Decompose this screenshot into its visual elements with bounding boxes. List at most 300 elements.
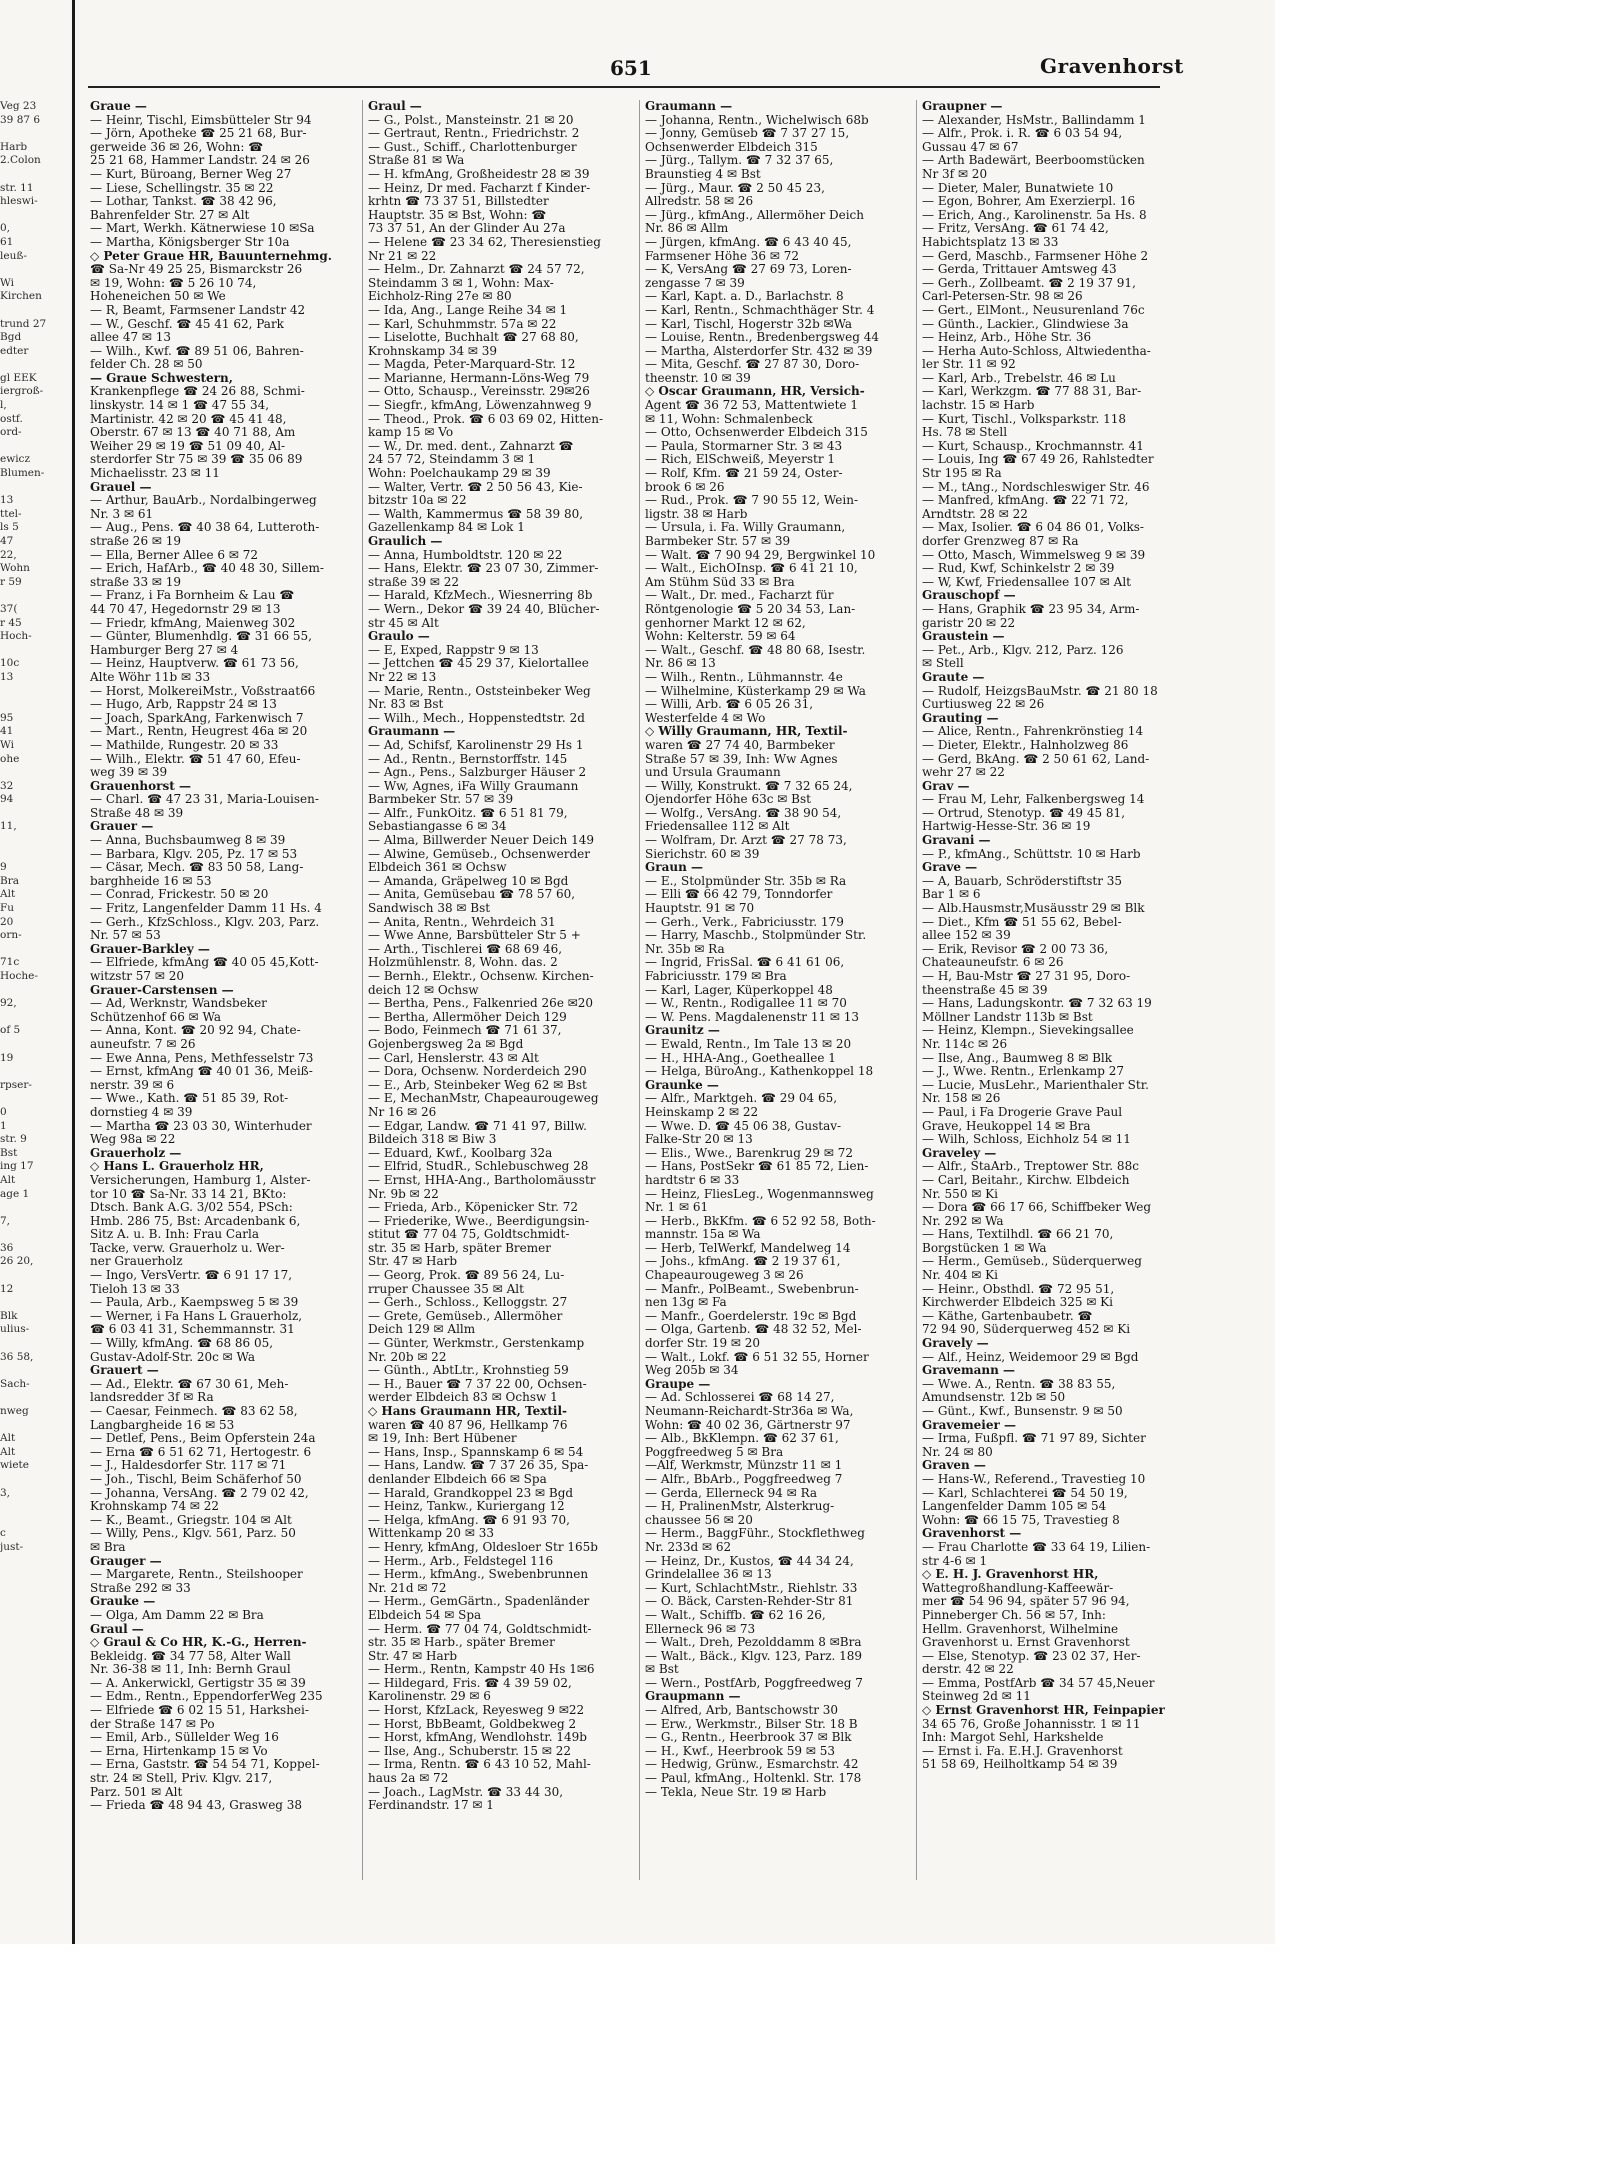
fragment-line: [0, 358, 56, 372]
directory-entry: — Gerh., KfzSchloss., Klgv. 203, Parz.: [90, 915, 320, 929]
directory-entry: theenstr. 10 ✉ 39: [645, 371, 751, 385]
fragment-line: Alt: [0, 1173, 16, 1186]
fragment-line: Sach-: [0, 1377, 30, 1390]
directory-entry: — Joh., Tischl, Beim Schäferhof 50: [90, 1472, 302, 1486]
directory-entry: Nr. 158 ✉ 26: [922, 1092, 1001, 1106]
directory-entry: — Elis., Wwe., Barenkrug 29 ✉ 72: [645, 1146, 853, 1160]
directory-entry: Deich 129 ✉ Allm: [368, 1323, 476, 1337]
fragment-line: iergroß-: [0, 385, 44, 398]
fragment-line: 47: [0, 535, 14, 547]
fragment-line: Alt: [0, 1445, 16, 1458]
fragment-line: Alt: [0, 1432, 16, 1445]
fragment-line: [0, 1337, 56, 1351]
directory-entry: — Fritz, VersAng. ☎ 61 74 42,: [922, 222, 1109, 236]
surname-heading: Graustein —: [922, 630, 1005, 644]
fragment-line: l,: [0, 399, 7, 412]
fragment-line: c: [0, 1527, 6, 1540]
directory-entry: Krohnskamp 34 ✉ 39: [368, 344, 498, 358]
directory-entry: — Joach, SparkAng, Farkenwisch 7: [90, 711, 304, 725]
directory-entry: Möllner Landstr 113b ✉ Bst: [922, 1010, 1093, 1024]
directory-entry: Ellerneck 96 ✉ 73: [645, 1622, 756, 1636]
directory-entry: — Günt., Kwf., Bunsenstr. 9 ✉ 50: [922, 1405, 1123, 1418]
directory-entry: — Hans, Insp., Spannskamp 6 ✉ 54: [368, 1445, 584, 1459]
fragment-line: 37(: [0, 602, 18, 615]
surname-heading: Graue —: [90, 100, 147, 113]
fragment-line: r 59: [0, 575, 22, 588]
fragment-line: rpser-: [0, 1078, 32, 1091]
directory-entry: — Herm., Arb., Feldstegel 116: [368, 1554, 554, 1568]
fragment-line: of 5: [0, 1024, 21, 1037]
fragment-line: [0, 589, 56, 603]
directory-entry: — Erna, Hirtenkamp 15 ✉ Vo: [90, 1744, 268, 1758]
directory-entry: — Henry, kfmAng, Oldesloer Str 165b: [368, 1540, 598, 1554]
directory-entry: dorfer Grenzweg 87 ✉ Ra: [922, 535, 1079, 548]
fragment-line: [0, 1364, 56, 1378]
directory-entry: — Ortrud, Stenotyp. ☎ 49 45 81,: [922, 806, 1126, 820]
directory-entry: — Willy, kfmAng. ☎ 68 86 05,: [90, 1337, 274, 1351]
directory-entry: — Eduard, Kwf., Koolbarg 32a: [368, 1146, 553, 1160]
fragment-line: Veg 23: [0, 100, 37, 112]
directory-entry: Nr. 83 ✉ Bst: [368, 698, 444, 712]
directory-entry: — Mita, Geschf. ☎ 27 87 30, Doro-: [645, 358, 860, 372]
directory-entry: Bekleidg. ☎ 34 77 58, Alter Wall: [90, 1649, 291, 1663]
fragment-line: [0, 1296, 56, 1310]
directory-entry: — Johanna, VersAng. ☎ 2 79 02 42,: [90, 1486, 309, 1500]
directory-entry: — Elfriede ☎ 6 02 15 51, Harkshei-: [90, 1704, 309, 1718]
directory-entry: — Edm., Rentn., EppendorferWeg 235: [90, 1690, 323, 1704]
surname-heading: Graul —: [90, 1622, 144, 1636]
directory-entry: —Alf, Werkmstr, Münzstr 11 ✉ 1: [645, 1459, 843, 1473]
fragment-line: [0, 481, 56, 495]
directory-entry: — Johanna, Rentn., Wichelwisch 68b: [645, 113, 869, 127]
directory-entry: Krohnskamp 74 ✉ 22: [90, 1500, 220, 1514]
directory-entry: — Kurt, Tischl., Volksparkstr. 118: [922, 412, 1126, 426]
fragment-line: [0, 1419, 56, 1433]
directory-entry: — Helene ☎ 23 34 62, Theresienstieg: [368, 235, 601, 249]
surname-heading: Grauke —: [90, 1595, 156, 1609]
directory-entry: wehr 27 ✉ 22: [922, 766, 1005, 780]
directory-entry: dorfer Str. 19 ✉ 20: [645, 1337, 761, 1351]
fragment-line: [0, 644, 56, 658]
directory-entry: — Walt., Dreh, Pezolddamm 8 ✉Bra: [645, 1636, 862, 1650]
directory-entry: — Manfred, kfmAng. ☎ 22 71 72,: [922, 494, 1129, 508]
surname-heading: Grauert —: [90, 1364, 159, 1378]
fragment-line: [0, 1092, 56, 1106]
directory-entry: — Rudolf, HeizgsBauMstr. ☎ 21 80 18: [922, 684, 1158, 698]
fragment-line: orn-: [0, 929, 22, 942]
fragment-line: Bra: [0, 874, 19, 887]
directory-entry: derstr. 42 ✉ 22: [922, 1663, 1014, 1677]
directory-entry: — Karl, Werkzgm. ☎ 77 88 31, Bar-: [922, 385, 1142, 399]
directory-entry: — Mathilde, Rungestr. 20 ✉ 33: [90, 738, 279, 752]
header-rule: [88, 86, 1160, 88]
directory-entry: straße 39 ✉ 22: [368, 575, 460, 589]
directory-entry: Sitz A. u. B. Inh: Frau Carla: [90, 1228, 259, 1242]
page-gutter: [72, 0, 75, 1944]
directory-entry: Falke-Str 20 ✉ 13: [645, 1133, 753, 1147]
fragment-line: [0, 848, 56, 862]
directory-entry: ◇ Peter Graue HR, Bauunternehmg.: [90, 249, 332, 263]
directory-entry: Elbdeich 54 ✉ Spa: [368, 1608, 482, 1622]
fragment-line: 11,: [0, 820, 17, 833]
fragment-line: [0, 807, 56, 821]
surname-heading: Gravely —: [922, 1337, 989, 1351]
directory-entry: — Herb., BkKfm. ☎ 6 52 92 58, Both-: [645, 1214, 876, 1228]
directory-entry: Weg 98a ✉ 22: [90, 1133, 176, 1147]
directory-entry: — Bertha, Allermöher Deich 129: [368, 1010, 567, 1024]
directory-entry: — Rolf, Kfm. ☎ 21 59 24, Oster-: [645, 467, 843, 481]
directory-entry: — Willy, Pens., Klgv. 561, Parz. 50: [90, 1527, 296, 1541]
column-divider: [362, 100, 363, 1880]
directory-entry: — Wern., PostfArb, Poggfreedweg 7: [645, 1676, 863, 1690]
directory-entry: — Magda, Peter-Marquard-Str. 12: [368, 358, 576, 372]
directory-entry: ✉ Bra: [90, 1540, 126, 1554]
directory-entry: felder Ch. 28 ✉ 50: [90, 358, 203, 372]
directory-entry: — Herm., Gemüseb., Süderquerweg: [922, 1255, 1142, 1269]
fragment-line: 36 58,: [0, 1350, 34, 1363]
directory-entry: — Wwe. A., Rentn. ☎ 38 83 55,: [922, 1377, 1116, 1391]
directory-entry: — Wern., Dekor ☎ 39 24 40, Blücher-: [368, 602, 600, 616]
directory-entry: — Werner, i Fa Hans L Grauerholz,: [90, 1309, 303, 1323]
directory-entry: str 4-6 ✉ 1: [922, 1554, 988, 1568]
directory-entry: gerweide 36 ✉ 26, Wohn: ☎: [90, 140, 264, 154]
directory-entry: — Hugo, Arb, Rappstr 24 ✉ 13: [90, 698, 277, 712]
directory-entry: — Wilh, Schloss, Eichholz 54 ✉ 11: [922, 1133, 1131, 1147]
directory-entry: — Mart, Werkh. Kätnerwiese 10 ✉Sa: [90, 222, 315, 236]
directory-entry: ◇ E. H. J. Gravenhorst HR,: [922, 1568, 1099, 1582]
directory-entry: — Ernst, HHA-Ang., Bartholomäusstr: [368, 1173, 596, 1187]
fragment-line: 1: [0, 1119, 7, 1132]
directory-entry: Bildeich 318 ✉ Biw 3: [368, 1133, 497, 1147]
directory-entry: — Hans, Ladungskontr. ☎ 7 32 63 19: [922, 997, 1152, 1011]
directory-entry: — Günter, Werkmstr., Gerstenkamp: [368, 1337, 585, 1351]
directory-entry: — Irma, Fußpfl. ☎ 71 97 89, Sichter: [922, 1432, 1146, 1446]
directory-entry: Allredstr. 58 ✉ 26: [645, 195, 754, 209]
surname-heading: Graven —: [922, 1459, 986, 1473]
directory-entry: — G., Rentn., Heerbrook 37 ✉ Blk: [645, 1731, 852, 1745]
directory-entry: Curtiusweg 22 ✉ 26: [922, 698, 1045, 712]
directory-entry: Str. 47 ✉ Harb: [368, 1649, 458, 1663]
fragment-line: 36: [0, 1241, 14, 1254]
directory-entry: — Günth., Lackier., Glindwiese 3a: [922, 317, 1129, 331]
directory-entry: — Marianne, Hermann-Löns-Weg 79: [368, 371, 590, 385]
directory-entry: — Käthe, Gartenbaubetr. ☎: [922, 1309, 1093, 1323]
fragment-line: [0, 984, 56, 998]
directory-entry: Gravenhorst u. Ernst Gravenhorst: [922, 1636, 1130, 1650]
directory-entry: Chateauneufstr. 6 ✉ 26: [922, 956, 1064, 970]
directory-entry: — Gerh., Zollbeamt. ☎ 2 19 37 91,: [922, 276, 1136, 290]
directory-entry: — Ingo, VersVertr. ☎ 6 91 17 17,: [90, 1269, 293, 1283]
fragment-line: ostf.: [0, 412, 23, 425]
directory-entry: — Louise, Rentn., Bredenbergsweg 44: [645, 331, 879, 345]
fragment-line: trund 27: [0, 317, 47, 330]
directory-entry: — Ursula, i. Fa. Willy Graumann,: [645, 521, 846, 535]
fragment-line: 0: [0, 1105, 7, 1118]
fragment-line: [0, 766, 56, 780]
directory-entry: Bar 1 ✉ 6: [922, 888, 981, 902]
directory-entry: ◇ Willy Graumann, HR, Textil-: [645, 725, 848, 739]
directory-entry: — Dieter, Maler, Bunatwiete 10: [922, 181, 1114, 195]
directory-entry: — Johs., kfmAng. ☎ 2 19 37 61,: [645, 1255, 841, 1269]
directory-entry: — Wilh., Elektr. ☎ 51 47 60, Efeu-: [90, 752, 301, 766]
fragment-line: [0, 1269, 56, 1283]
directory-entry: — Jürg., Maur. ☎ 2 50 45 23,: [645, 181, 825, 195]
directory-entry: — Frau M, Lehr, Falkenbergsweg 14: [922, 793, 1145, 807]
fragment-line: [0, 943, 56, 957]
directory-entry: Kirchwerder Elbdeich 325 ✉ Ki: [922, 1296, 1113, 1310]
surname-heading: Grauenhorst —: [90, 779, 191, 793]
directory-entry: Hartwig-Hesse-Str. 36 ✉ 19: [922, 820, 1091, 834]
directory-entry: — Hedwig, Grünw., Esmarchstr. 42: [645, 1758, 859, 1772]
directory-entry: Elbdeich 361 ✉ Ochsw: [368, 861, 507, 875]
directory-entry: — M., tAng., Nordschleswiger Str. 46: [922, 480, 1150, 494]
directory-entry: — H. kfmAng, Großheidestr 28 ✉ 39: [368, 167, 590, 181]
surname-heading: Graumann —: [368, 725, 456, 739]
directory-entry: — Martha, Alsterdorfer Str. 432 ✉ 39: [645, 344, 873, 358]
directory-entry: — K., Beamt., Griegstr. 104 ✉ Alt: [90, 1513, 292, 1527]
directory-entry: — Friedr, kfmAng, Maienweg 302: [90, 616, 296, 630]
directory-entry: — Amanda, Gräpelweg 10 ✉ Bgd: [368, 874, 569, 888]
directory-entry: — E., Stolpmünder Str. 35b ✉ Ra: [645, 874, 847, 888]
directory-entry: — Günth., AbtLtr., Krohnstieg 59: [368, 1364, 569, 1378]
directory-entry: — Willi, Arb. ☎ 6 05 26 31,: [645, 698, 814, 712]
directory-entry: Wohn: Poelchaukamp 29 ✉ 39: [368, 467, 551, 481]
directory-entry: — Frieda ☎ 48 94 43, Grasweg 38: [90, 1799, 303, 1813]
directory-entry: — Wilh., Rentn., Lühmannstr. 4e: [645, 670, 843, 684]
directory-entry: — Kurt, Büroang, Berner Weg 27: [90, 167, 292, 181]
directory-entry: — Ilse, Ang., Schuberstr. 15 ✉ 22: [368, 1744, 571, 1758]
directory-entry: — K, VersAng ☎ 27 69 73, Loren-: [645, 263, 852, 277]
directory-entry: straße 33 ✉ 19: [90, 575, 182, 589]
directory-entry: Grindelallee 36 ✉ 13: [645, 1568, 772, 1582]
directory-entry: — Helga, kfmAng. ☎ 6 91 93 70,: [368, 1513, 570, 1527]
directory-entry: Hoheneichen 50 ✉ We: [90, 290, 226, 304]
directory-entry: — Manfr., Goerdelerstr. 19c ✉ Bgd: [645, 1309, 857, 1323]
directory-entry: — Theod., Prok. ☎ 6 03 69 02, Hitten-: [368, 412, 604, 426]
fragment-line: [0, 263, 56, 277]
directory-entry: Nr 16 ✉ 26: [368, 1105, 437, 1119]
surname-heading: Grauger —: [90, 1554, 162, 1568]
directory-entry: sterdorfer Str 75 ✉ 39 ☎ 35 06 89: [90, 453, 303, 467]
directory-entry: — Arthur, BauArb., Nordalbingerweg: [90, 494, 317, 508]
fragment-line: Hoche-: [0, 970, 38, 982]
directory-entry: Holzmühlenstr. 8, Wohn. das. 2: [368, 956, 558, 970]
fragment-line: 22,: [0, 548, 17, 561]
directory-entry: straße 26 ✉ 19: [90, 535, 182, 548]
directory-entry: — Alfr., StaArb., Treptower Str. 88c: [922, 1160, 1139, 1174]
directory-entry: — H., HHA-Ang., Goetheallee 1: [645, 1051, 836, 1065]
directory-entry: Ochsenwerder Elbdeich 315: [645, 140, 818, 154]
directory-entry: — Grete, Gemüseb., Allermöher: [368, 1309, 563, 1323]
directory-entry: — Siegfr., kfmAng, Löwenzahnweg 9: [368, 399, 592, 413]
directory-entry: — Hans-W., Referend., Travestieg 10: [922, 1472, 1146, 1486]
directory-entry: — Martha ☎ 23 03 30, Winterhuder: [90, 1119, 312, 1133]
directory-entry: 25 21 68, Hammer Landstr. 24 ✉ 26: [90, 154, 310, 168]
directory-entry: — Erik, Revisor ☎ 2 00 73 36,: [922, 942, 1109, 956]
directory-entry: — Gerda, Trittauer Amtsweg 43: [922, 263, 1117, 277]
directory-entry: — Jettchen ☎ 45 29 37, Kielortallee: [368, 657, 589, 671]
directory-entry: — Hans, PostSekr ☎ 61 85 72, Lien-: [645, 1160, 869, 1174]
directory-entry: lachstr. 15 ✉ Harb: [922, 399, 1035, 413]
directory-entry: — Dora, Ochsenw. Norderdeich 290: [368, 1065, 587, 1079]
directory-entry: — Karl, Schlachterei ☎ 54 50 19,: [922, 1486, 1128, 1500]
directory-entry: haus 2a ✉ 72: [368, 1772, 449, 1786]
fragment-line: 2.Colon: [0, 154, 41, 167]
directory-entry: — Horst, KfzLack, Reyesweg 9 ✉22: [368, 1704, 585, 1718]
surname-heading: Grave —: [922, 861, 978, 875]
directory-entry: werder Elbdeich 83 ✉ Ochsw 1: [368, 1391, 558, 1405]
directory-entry: Hellm. Gravenhorst, Wilhelmine: [922, 1622, 1119, 1636]
directory-entry: — Wwe., Kath. ☎ 51 85 39, Rot-: [90, 1092, 289, 1106]
directory-entry: Langenfelder Damm 105 ✉ 54: [922, 1500, 1107, 1514]
directory-entry: Hauptstr. 35 ✉ Bst, Wohn: ☎: [368, 208, 547, 222]
fragment-line: 32: [0, 779, 14, 792]
directory-entry: deich 12 ✉ Ochsw: [368, 983, 479, 997]
directory-entry: — J., Haldesdorfer Str. 117 ✉ 71: [90, 1459, 287, 1473]
directory-entry: — Gerd, BkAng. ☎ 2 50 61 62, Land-: [922, 752, 1150, 766]
running-head: Gravenhorst: [1040, 54, 1184, 78]
directory-entry: — Arth., Tischlerei ☎ 68 69 46,: [368, 942, 563, 956]
directory-entry: — Walt., Bäck., Klgv. 123, Parz. 189: [645, 1649, 863, 1663]
directory-entry: ler Str. 11 ✉ 92: [922, 358, 1016, 372]
directory-entry: — Otto, Schausp., Vereinsstr. 29✉26: [368, 385, 590, 399]
directory-entry: — Karl, Schuhmmstr. 57a ✉ 22: [368, 317, 557, 331]
surname-heading: Graunitz —: [645, 1024, 720, 1038]
directory-entry: Nr 3f ✉ 20: [922, 167, 988, 181]
directory-entry: — R, Beamt, Farmsener Landstr 42: [90, 303, 306, 317]
fragment-line: [0, 834, 56, 848]
directory-entry: — H., Bauer ☎ 7 37 22 00, Ochsen-: [368, 1377, 587, 1391]
directory-entry: Am Stühm Süd 33 ✉ Bra: [645, 575, 795, 589]
directory-entry: genhorner Markt 12 ✉ 62,: [645, 616, 806, 630]
directory-entry: — Manfr., PolBeamt., Swebenbrun-: [645, 1282, 859, 1296]
directory-entry: mer ☎ 54 96 94, später 57 96 94,: [922, 1595, 1130, 1609]
directory-entry: — Heinr., Obsthdl. ☎ 72 95 51,: [922, 1282, 1115, 1296]
fragment-line: [0, 685, 56, 699]
directory-entry: — Herha Auto-Schloss, Altwiedentha-: [922, 344, 1151, 358]
directory-entry: — Gertraut, Rentn., Friedrichstr. 2: [368, 127, 580, 141]
directory-entry: Inh: Margot Sehl, Harkshelde: [922, 1731, 1104, 1745]
directory-entry: — Alice, Rentn., Fahrenkrönstieg 14: [922, 725, 1144, 739]
directory-entry: Nr. 21d ✉ 72: [368, 1581, 447, 1595]
directory-entry: nerstr. 39 ✉ 6: [90, 1078, 175, 1092]
directory-entry: — Horst, kfmAng, Wendlohstr. 149b: [368, 1731, 587, 1745]
directory-entry: Str 195 ✉ Ra: [922, 467, 1002, 481]
directory-entry: ◇ Graul & Co HR, K.-G., Herren-: [90, 1636, 307, 1650]
fragment-line: Hoch-: [0, 630, 32, 643]
directory-entry: — Helga, BüroAng., Kathenkoppel 18: [645, 1065, 874, 1079]
directory-entry: — Gerd, Maschb., Farmsener Höhe 2: [922, 249, 1149, 263]
directory-entry: Barmbeker Str. 57 ✉ 39: [645, 535, 791, 548]
fragment-line: Harb: [0, 140, 28, 153]
directory-entry: — Erich, HafArb., ☎ 40 48 30, Sillem-: [90, 562, 324, 576]
directory-entry: — H., Kwf., Heerbrook 59 ✉ 53: [645, 1744, 835, 1758]
directory-entry: — Wilhelmine, Küsterkamp 29 ✉ Wa: [645, 684, 866, 698]
directory-entry: str. 35 ✉ Harb, später Bremer: [368, 1241, 551, 1255]
directory-entry: — Frau Charlotte ☎ 33 64 19, Lilien-: [922, 1540, 1151, 1554]
directory-entry: nen 13g ✉ Fa: [645, 1296, 727, 1310]
directory-entry: — Liese, Schellingstr. 35 ✉ 22: [90, 181, 274, 195]
directory-entry: — G., Polst., Mansteinstr. 21 ✉ 20: [368, 113, 574, 127]
fragment-line: Bgd: [0, 331, 22, 344]
fragment-line: 71c: [0, 956, 20, 969]
directory-entry: — Otto, Masch, Wimmelsweg 9 ✉ 39: [922, 548, 1146, 562]
directory-entry: Sebastiangasse 6 ✉ 34: [368, 820, 507, 834]
directory-entry: stitut ☎ 77 04 75, Goldtschmidt-: [368, 1228, 570, 1242]
directory-entry: — Gerh., Schloss., Kelloggstr. 27: [368, 1296, 568, 1310]
directory-entry: — Willy, Konstrukt. ☎ 7 32 65 24,: [645, 779, 853, 793]
directory-entry: — Helm., Dr. Zahnarzt ☎ 24 57 72,: [368, 263, 585, 277]
directory-entry: Nr. 20b ✉ 22: [368, 1350, 447, 1364]
directory-entry: Carl-Petersen-Str. 98 ✉ 26: [922, 290, 1083, 304]
directory-entry: — Jonny, Gemüseb ☎ 7 37 27 15,: [645, 127, 850, 141]
directory-entry: — Edgar, Landw. ☎ 71 41 97, Billw.: [368, 1119, 587, 1133]
directory-entry: dornstieg 4 ✉ 39: [90, 1105, 193, 1119]
surname-heading: Grauschopf —: [922, 589, 1016, 603]
directory-entry: — Hans, Elektr. ☎ 23 07 30, Zimmer-: [368, 562, 599, 576]
directory-entry: str. 35 ✉ Harb., später Bremer: [368, 1636, 555, 1650]
directory-entry: barghheide 16 ✉ 53: [90, 874, 212, 888]
directory-entry: — Jürgen, kfmAng. ☎ 6 43 40 45,: [645, 235, 852, 249]
fragment-line: 9: [0, 861, 7, 874]
directory-entry: Nr. 1 ✉ 61: [645, 1201, 709, 1215]
directory-entry: Bahrenfelder Str. 27 ✉ Alt: [90, 208, 250, 222]
directory-entry: — Mart., Rentn, Heugrest 46a ✉ 20: [90, 725, 308, 739]
surname-heading: Graulich —: [368, 535, 443, 548]
fragment-line: ohe: [0, 752, 20, 765]
surname-heading: Grauer-Barkley —: [90, 942, 210, 956]
directory-entry: denlander Elbdeich 66 ✉ Spa: [368, 1472, 547, 1486]
fragment-line: ulius-: [0, 1323, 30, 1336]
directory-entry: — Wwe. D. ☎ 45 06 38, Gustav-: [645, 1119, 842, 1133]
fragment-line: Bst: [0, 1146, 18, 1159]
directory-entry: tor 10 ☎ Sa-Nr. 33 14 21, BKto:: [90, 1187, 287, 1201]
directory-entry: — Wwe Anne, Barsbütteler Str 5 +: [368, 929, 581, 943]
directory-entry: — Ernst, kfmAng ☎ 40 01 36, Meiß-: [90, 1065, 313, 1079]
directory-entry: — Hans, Landw. ☎ 7 37 26 35, Spa-: [368, 1459, 589, 1473]
directory-entry: Wohn: ☎ 66 15 75, Travestieg 8: [922, 1513, 1120, 1527]
directory-entry: — Hildegard, Fris. ☎ 4 39 59 02,: [368, 1676, 572, 1690]
fragment-line: 7,: [0, 1214, 11, 1227]
surname-heading: Grauer-Carstensen —: [90, 983, 234, 997]
directory-entry: 44 70 47, Hegedornstr 29 ✉ 13: [90, 602, 281, 616]
directory-entry: weg 39 ✉ 39: [90, 766, 168, 780]
directory-entry: garistr 20 ✉ 22: [922, 616, 1016, 630]
directory-entry: — Paul, kfmAng., Holtenkl. Str. 178: [645, 1772, 862, 1786]
directory-entry: Borgstücken 1 ✉ Wa: [922, 1241, 1047, 1255]
directory-entry: — Erich, Ang., Karolinenstr. 5a Hs. 8: [922, 208, 1147, 222]
directory-entry: Nr. 114c ✉ 26: [922, 1037, 1008, 1051]
directory-entry: Oberstr. 67 ✉ 13 ☎ 40 71 88, Am: [90, 426, 296, 440]
directory-entry: — Ida, Ang., Lange Reihe 34 ✉ 1: [368, 303, 568, 317]
directory-entry: — Aug., Pens. ☎ 40 38 64, Lutteroth-: [90, 521, 320, 535]
directory-entry: — Kurt, SchlachtMstr., Riehlstr. 33: [645, 1581, 858, 1595]
fragment-line: 13: [0, 670, 14, 683]
fragment-line: just-: [0, 1540, 24, 1553]
directory-entry: — Heinz, Dr med. Facharzt f Kinder-: [368, 181, 591, 195]
directory-entry: 72 94 90, Süderquerweg 452 ✉ Ki: [922, 1323, 1131, 1337]
directory-entry: — Diet., Kfm ☎ 51 55 62, Bebel-: [922, 915, 1122, 929]
directory-entry: Wohn: ☎ 40 02 36, Gärtnerstr 97: [645, 1418, 851, 1432]
surname-heading: Gravemeier —: [922, 1418, 1016, 1432]
directory-entry: — Herm., kfmAng., Swebenbrunnen: [368, 1568, 589, 1582]
surname-heading: Grauel —: [90, 480, 152, 494]
fragment-line: ing 17: [0, 1160, 34, 1173]
surname-heading: Graupner —: [922, 100, 1003, 113]
directory-entry: — Jürg., kfmAng., Allermöher Deich: [645, 208, 864, 222]
directory-entry: ✉ Bst: [645, 1663, 679, 1677]
directory-entry: — Bertha, Pens., Falkenried 26e ✉20: [368, 997, 594, 1011]
